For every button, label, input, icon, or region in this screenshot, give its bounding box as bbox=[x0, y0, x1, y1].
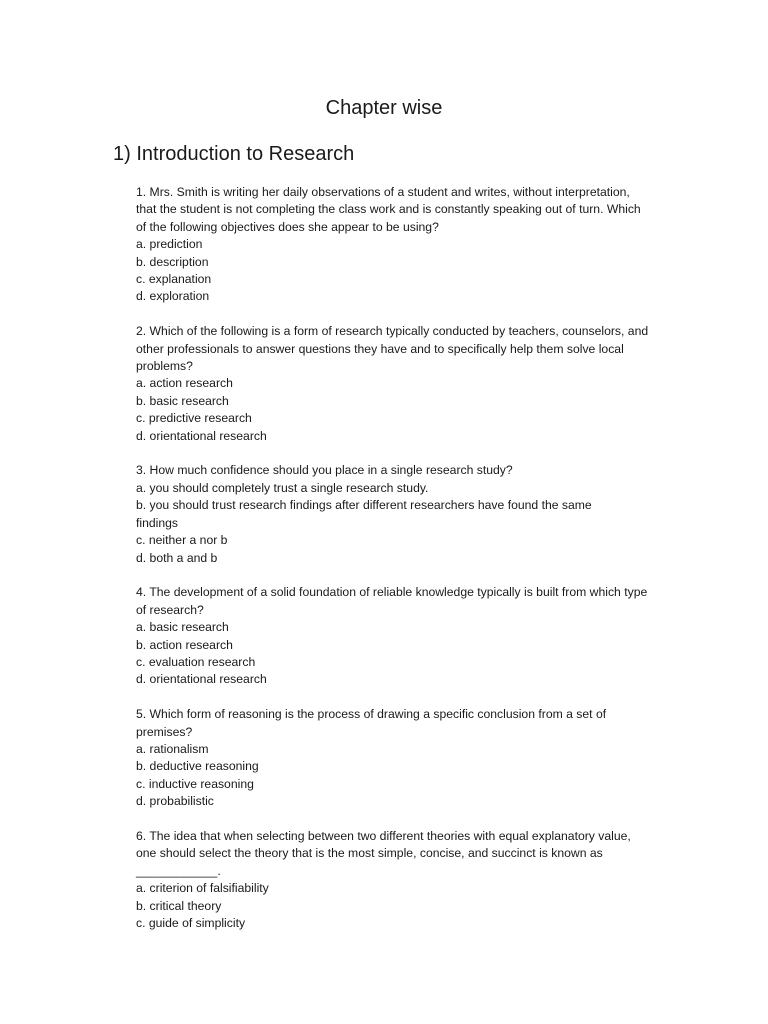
answer-option: b. critical theory bbox=[136, 898, 222, 913]
answer-option: c. predictive research bbox=[136, 411, 252, 426]
answer-option: c. explanation bbox=[136, 272, 212, 287]
answer-option: a. criterion of falsifiability bbox=[136, 881, 269, 896]
question-text: 4. The development of a solid foundation of reliable knowledge typically is built from which type of research? bbox=[136, 585, 648, 617]
answer-option: a. action research bbox=[136, 376, 233, 391]
answer-option: b. description bbox=[136, 254, 209, 269]
question-2 bbox=[136, 323, 681, 445]
question-3 bbox=[136, 462, 681, 566]
answer-option: c. inductive reasoning bbox=[136, 776, 254, 791]
question-text: 3. How much confidence should you place in a single research study? bbox=[136, 463, 513, 478]
question-4 bbox=[136, 584, 681, 688]
answer-option: a. you should completely trust a single research study. bbox=[136, 480, 429, 495]
answer-option: d. orientational research bbox=[136, 672, 267, 687]
answer-option: d. orientational research bbox=[136, 428, 267, 443]
question-1 bbox=[136, 184, 681, 306]
answer-option: b. action research bbox=[136, 637, 233, 652]
answer-option: c. neither a nor b bbox=[136, 533, 228, 548]
answer-option: d. probabilistic bbox=[136, 794, 214, 809]
answer-option: a. rationalism bbox=[136, 741, 209, 756]
question-text: 6. The idea that when selecting between two different theories with equal explanatory value, one should select the theory that is the most simple, concise, and succinct is known as ____________. bbox=[136, 828, 631, 878]
answer-option: b. you should trust research findings after different researchers have found the same findings bbox=[136, 498, 592, 530]
answer-option: a. basic research bbox=[136, 620, 229, 635]
section-heading: 1) Introduction to Research bbox=[113, 143, 355, 165]
answer-option: b. deductive reasoning bbox=[136, 759, 259, 774]
question-text: 5. Which form of reasoning is the process of drawing a specific conclusion from a set of premises? bbox=[136, 707, 607, 739]
question-5 bbox=[136, 706, 681, 810]
question-text: 2. Which of the following is a form of research typically conducted by teachers, counselors, and other professionals to answer questions they have and to specifically help them solve local problems? bbox=[136, 324, 649, 374]
answer-option: d. both a and b bbox=[136, 550, 218, 565]
answer-option: c. guide of simplicity bbox=[136, 915, 246, 930]
question-6 bbox=[136, 828, 681, 932]
question-text: 1. Mrs. Smith is writing her daily observations of a student and writes, without interpretation, that the student is not completing the class work and is constantly speaking out of turn. Which of the following objectives does she appear to be using? bbox=[136, 185, 641, 234]
answer-option: c. evaluation research bbox=[136, 654, 256, 669]
answer-option: d. exploration bbox=[136, 289, 210, 304]
question-list bbox=[136, 184, 681, 950]
answer-option: a. prediction bbox=[136, 237, 203, 252]
answer-option: b. basic research bbox=[136, 393, 229, 408]
document-title: Chapter wise bbox=[325, 97, 443, 119]
